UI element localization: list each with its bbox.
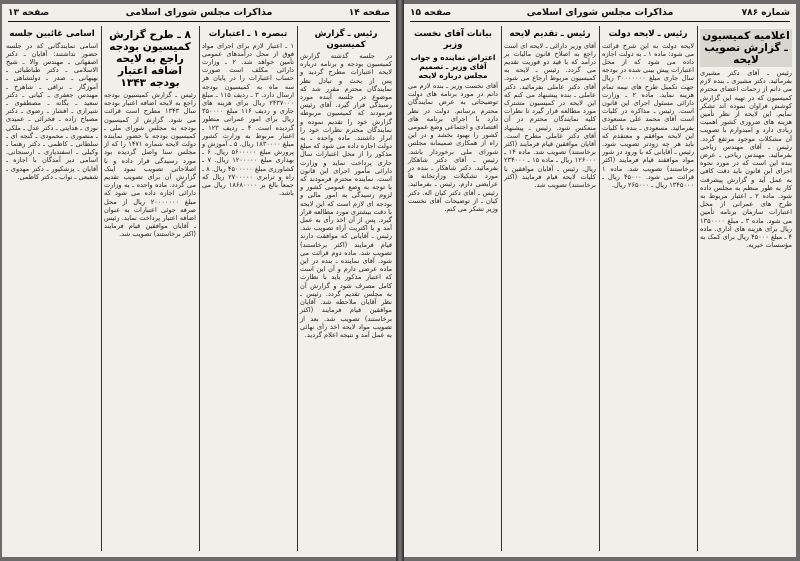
right-page-header	[410, 7, 790, 22]
column-body: رئیس ـ آقای دکتر مشیری بفرمائید. دکتر مشیری ـ بنده لازم می دانم از زحمات اعضای محترم کمیسیون که در تهیه این گزارش کوشش فراوان نموده اند تشکر نمایم. این لایحه از نظر تأمین هزینه های ضروری کشور اهمیت زیادی دارد و امیدوارم با تصویب آن مشکلات موجود مرتفع گردد. رئیس ـ آقای مهندس ریاحی بفرمائید. مهندس ریاحی ـ عرض بنده این است که در مورد نحوه اجرای این قانون باید دقت کافی به عمل آید و گزارش پیشرفت کار به طور منظم به مجلس داده شود. ماده ۲ ـ اعتبار مربوط به طرح های عمرانی از محل اعتبارات سازمان برنامه تأمین می شود. ماده ۳ ـ مبلغ ۱۳۵۰۰۰۰ ریال برای هزینه های اداری. ماده ۴ ـ مبلغ ۴۵۰۰۰ ریال برای کمک به مؤسسات خیریه.	[700, 69, 792, 250]
column-rule	[599, 26, 600, 551]
column-body: رئیس ـ گزارش کمیسیون بودجه راجع به لایحه اضافه اعتبار بودجه سال ۱۳۴۳ مطرح است قرائت می شود. گزارش از کمیسیون بودجه به مجلس شورای ملی ـ کمیسیون بودجه با حضور نماینده دولت لایحه شماره ۱۴۷۱ را که از مجلس سنا واصل گردیده بود مورد رسیدگی قرار داده و با اصلاحاتی تصویب نمود اینک گزارش آن برای تصویب تقدیم می گردد. ماده واحده ـ به وزارت دارائی اجازه داده می شود که مبلغ ۲۰۰۰۰۰۰۰ ریال از محل صرفه جوئی اعتبارات به عنوان اضافه اعتبار پرداخت نماید. رئیس ـ آقایان موافقین قیام فرمایند (اکثر برخاستند) تصویب شد.	[104, 91, 197, 239]
column-subheading: اعتراض نماینده و جواب آقای وزیر ـ تصمیم مجلس درباره لایحه	[410, 53, 496, 80]
book-gutter	[396, 0, 404, 561]
column-body: آقای نخست وزیر ـ بنده لازم می دانم در مورد برنامه های دولت توضیحاتی به عرض نمایندگان محترم برسانم. دولت در نظر دارد با اجرای برنامه های اقتصادی و اجتماعی وضع عمومی کشور را بهبود بخشد و در این راه از همکاری صمیمانه مجلس شورای ملی برخوردار باشد. رئیس ـ آقای دکتر شاهکار بفرمائید. دکتر شاهکار ـ بنده در مورد تشکیلات وزارتخانه ها عرایضی دارم. رئیس ـ بفرمائید. رئیس ـ آقای دکتر کیان اله. دکتر کیان ـ از توضیحات آقای نخست وزیر تشکر می کنم.	[408, 82, 498, 214]
left-column-3	[102, 26, 198, 553]
left-column-1	[298, 26, 394, 553]
column-heading: ۸ ـ طرح گزارش کمیسیون بودجه راجع به لایحه اضافه اعتبار بودجه ۱۳۴۳	[109, 29, 191, 89]
column-rule	[101, 26, 102, 551]
column-body: آقای وزیر دارائی ـ لایحه ای است راجع به اصلاح قانون مالیات بر درآمد که با قید دو فوریت تقدیم می گردد. رئیس ـ لایحه به کمیسیون مربوط ارجاع می شود. آقای دکتر عاملی بفرمائید. دکتر عاملی ـ بنده پیشنهاد می کنم که این لایحه در کمیسیون مشترک مورد مطالعه قرار گیرد تا نظرات کلیه نمایندگان محترم در آن منعکس شود. رئیس ـ پیشنهاد آقای دکتر عاملی مطرح است. آقایان موافقین قیام فرمایند (اکثر برخاستند) تصویب شد. ماده ۱۴ ـ ۱۲۶۰۰۰ ریال ـ ماده ۱۵ ـ ۲۳۴۰۰۰ ریال. رئیس ـ آقایان موافقین با کلیات لایحه قیام فرمایند (اکثر برخاستند) تصویب شد.	[504, 41, 597, 189]
column-rule	[199, 26, 200, 551]
right-column-4	[406, 26, 500, 553]
left-header-page-right: صفحه ۱۴	[348, 8, 390, 18]
left-page-header	[8, 7, 390, 22]
column-body: در جلسه گذشته گزارش کمیسیون بودجه و برنامه درباره لایحه اعتبارات مطرح گردید و پس از بحث و تبادل نظر نمایندگان محترم مقرر شد که موضوع در جلسه آینده مورد رسیدگی قرار گیرد. آقای رئیس فرمودند که کمیسیون مربوطه گزارش خود را تقدیم نموده و نمایندگان محترم نظرات خود را ابراز داشتند. ماده واحده ـ به دولت اجازه داده می شود که مبلغ مذکور را از محل اعتبارات سال جاری پرداخت نماید و وزارت دارائی مأمور اجرای این قانون است. نماینده محترم فرمودند که با توجه به وضع عمومی کشور و لزوم رسیدگی به امور مالی و بودجه ای لازم است که این لایحه با دقت بیشتری مورد مطالعه قرار گیرد. پس از آن اخذ رأی به عمل آمد و با اکثریت آراء تصویب شد. رئیس ـ آقایانی که موافقت دارند قیام فرمایند (اکثر برخاستند) تصویب شد. ماده دوم قرائت می شود. آقای نماینده ـ بنده در این ماده عرضی دارم و آن این است که اعتبار مذکور باید با نظارت کامل مصرف شود و گزارش آن به مجلس تقدیم گردد. رئیس ـ نظر آقایان ملاحظه شد. آقایان موافقین قیام فرمایند (اکثر برخاستند) تصویب شد. بعد از تصویب مواد لایحه اخذ رأی نهائی به عمل آمد و نتیجه اعلام گردید.	[300, 52, 392, 339]
column-heading: اسامی غائبین جلسه	[9, 29, 95, 39]
right-header-title: مذاکرات مجلس شورای اسلامی	[526, 7, 674, 18]
left-column-2	[200, 26, 296, 553]
right-column-3	[502, 26, 598, 553]
column-rule	[297, 26, 298, 551]
column-heading: رئیس ـ تقدیم لایحه	[509, 29, 591, 39]
column-heading: اعلامیه کمیسیون ـ گزارش تصویب لایحه	[700, 29, 792, 67]
column-rule	[697, 26, 698, 551]
column-body: ۱ ـ اعتبار لازم برای اجرای مواد فوق از محل درآمدهای عمومی تأمین خواهد شد. ۲ ـ وزارت دارائی مکلف است صورت حساب اعتبارات را در پایان هر سه ماه به کمیسیون بودجه ارسال دارد. ۳ ـ ردیف ۱۱۵ ـ مبلغ ۲۴۳۷۰۰۰ ریال برای هزینه های جاری و ردیف ۱۱۶ مبلغ ۳۵۰۰۰۰ ریال برای امور عمرانی منظور گردیده است. ۴ ـ ردیف ۱۲۳ ـ اعتبار مربوط به وزارت کشور مبلغ ۱۸۳۰۰۰۰ ریال. ۵ ـ آموزش و پرورش مبلغ ۵۶۰۰۰۰۰ ریال. ۶ ـ بهداری مبلغ ۱۲۰۰۰۰۰ ریال. ۷ ـ کشاورزی مبلغ ۴۵۰۰۰۰۰ ریال. ۸ ـ راه و ترابری ۲۷۰۰۰۰۰ ریال که جمعاً بالغ بر ۱۸۶۸۰۰۰۰ ریال می باشد.	[202, 41, 295, 198]
left-page	[2, 4, 396, 557]
right-header-page-left: صفحه ۱۵	[410, 8, 452, 18]
right-header-page-right: شماره ۷۸۶	[741, 8, 790, 18]
left-header-page-left: صفحه ۱۳	[8, 8, 50, 18]
column-heading: تبصره ۱ ـ اعتبارات	[208, 29, 288, 39]
right-column-1	[698, 26, 794, 553]
column-heading: رئیس ـ گزارش کمیسیون	[314, 29, 378, 50]
left-header-title: مذاکرات مجلس شورای اسلامی	[125, 7, 273, 18]
column-rule	[501, 26, 502, 551]
column-heading: بیانات آقای نخست وزیر	[414, 29, 492, 50]
right-column-2	[600, 26, 696, 553]
right-page	[404, 4, 796, 557]
column-heading: رئیس ـ لایحه دولت	[608, 29, 688, 39]
column-body: اسامی نمایندگانی که در جلسه حضور نداشتند: آقایان ـ دکتر اصفهانی ـ مهندس والا ـ شیخ الاسلامی ـ دکتر طباطبائی ـ بهبهانی ـ صدر ـ دولتشاهی ـ آموزگار ـ نراقی ـ شاهرخ ـ مهندس جعفری ـ کیانی ـ دکتر سعید ـ یگانه ـ مصطفوی ـ شیرازی ـ افشار ـ رضوی ـ دکتر مصباح زاده ـ فخرائی ـ عمیدی نوری ـ هدایتی ـ دکتر عدل ـ ملکی ـ منصوری ـ محمودی ـ گنجه ای ـ سلطانی ـ کاظمی ـ دکتر رهنما ـ وکیلی ـ اسفندیاری ـ ارسنجانی. اسامی دیر آمدگان با اجازه ـ آقایان ـ پزشکپور ـ دکتر مهدوی ـ شفیعی ـ نواب ـ دکتر کاظمی.	[6, 41, 98, 181]
left-column-4	[4, 26, 100, 553]
column-body: لایحه دولت به این شرح قرائت می شود: ماده ۱ ـ به دولت اجازه داده می شود که از محل اعتبارات پیش بینی شده در بودجه سال جاری مبلغ ۳۰۰۰۰۰۰۰ ریال جهت تکمیل طرح های نیمه تمام هزینه نماید. ماده ۲ ـ وزارت دارائی مسئول اجرای این قانون است. رئیس ـ مذاکره در کلیات است آقای محمد علی مسعودی بفرمائید. مسعودی ـ بنده با کلیات این لایحه موافقم و معتقدم که باید هر چه زودتر تصویب شود. رئیس ـ آقایانی که با ورود در شور مواد موافقند قیام فرمایند (اکثر برخاستند) تصویب شد. ماده ۱ قرائت می شود. ۴۵۰۰۰ ریال ـ ۱۳۴۵۰۰۰ ریال ـ ۲۶۵۰۰۰ ریال.	[602, 41, 694, 189]
